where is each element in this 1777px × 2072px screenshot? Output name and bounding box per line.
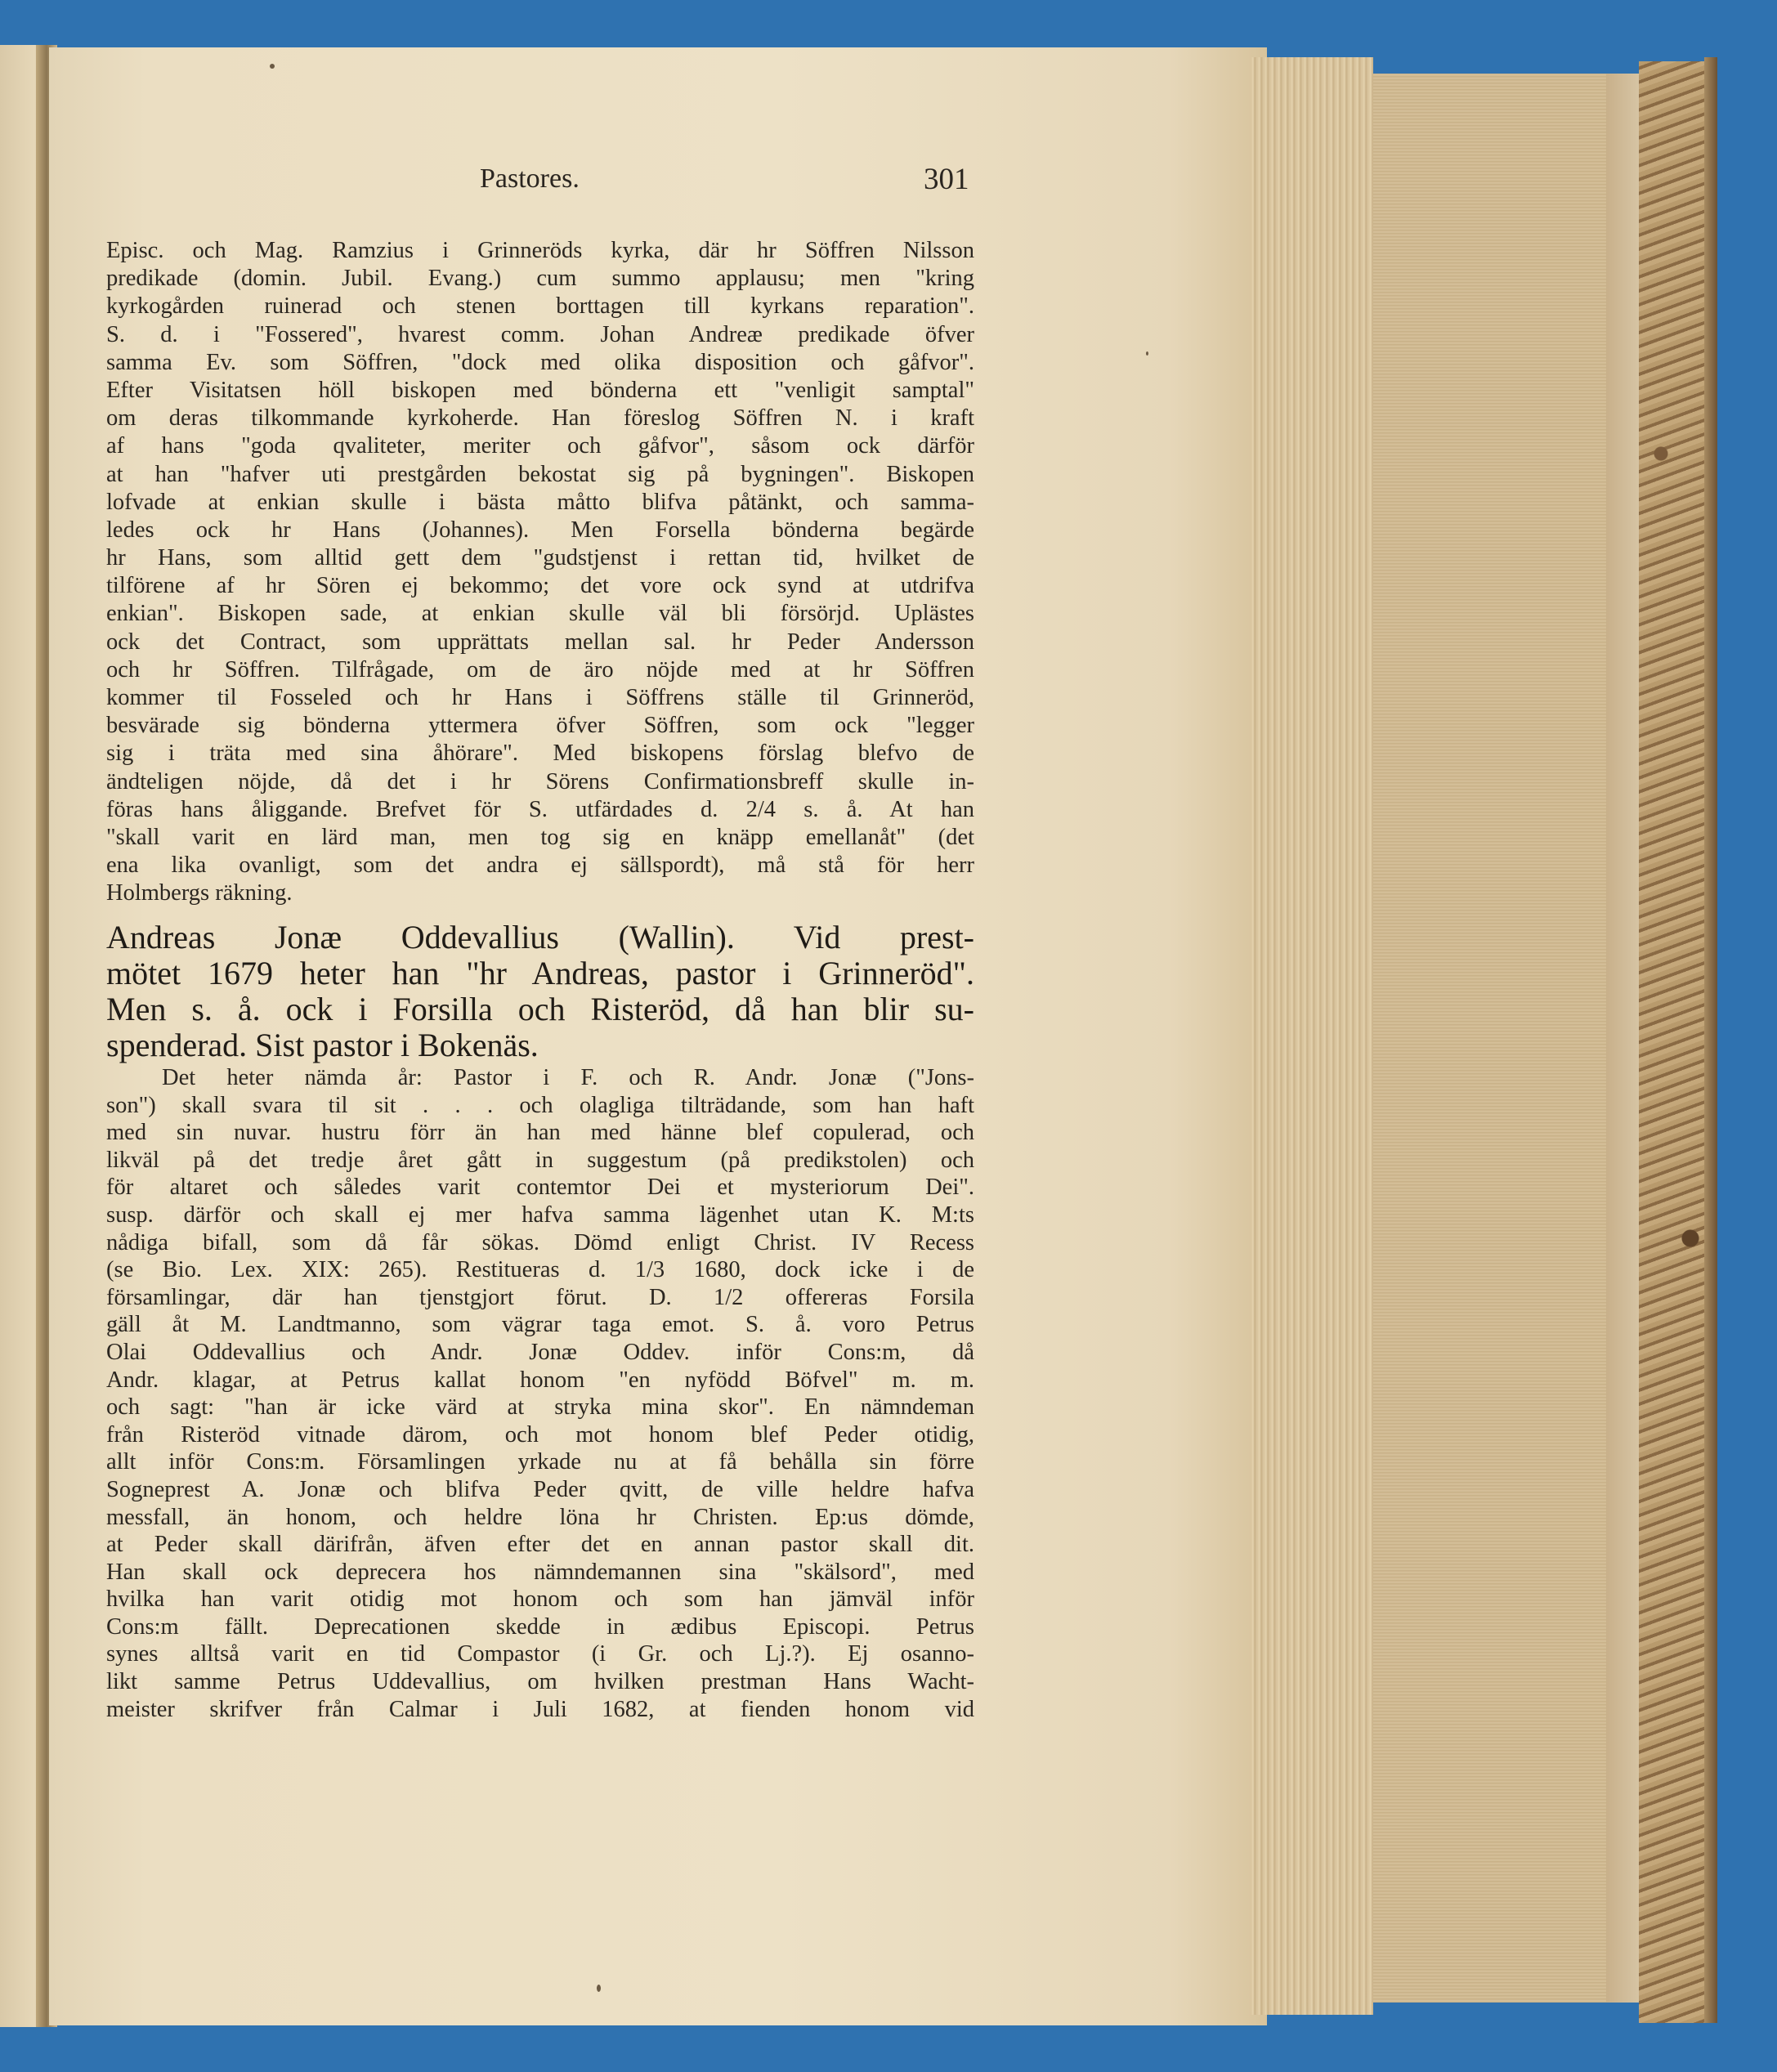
text-line: at Peder skall därifrån, äfven efter det en annan pastor skall dit. [106, 1532, 974, 1558]
text-line: församlingar, där han tjenstgjort förut. D. 1/2 offereras Forsila [106, 1284, 974, 1310]
text-line: enkian". Biskopen sade, at enkian skulle väl bli försörjd. Uplästes [106, 601, 974, 627]
text-line: gäll åt M. Landtmanno, som vägrar taga emot. S. å. voro Petrus [106, 1312, 974, 1338]
text-line: susp. därför och skall ej mer hafva samma lägenhet utan K. M:ts [106, 1202, 974, 1228]
text-line: nådiga bifall, som då får sökas. Dömd enligt Christ. IV Recess [106, 1229, 974, 1255]
text-line: kommer til Fosseled och hr Hans i Söffrens ställe til Grinneröd, [106, 685, 974, 710]
paper-fleck [597, 1985, 601, 1992]
text-line: för altaret och således varit contemtor Dei et mysteriorum Dei". [106, 1175, 974, 1201]
text-line: Han skall ock deprecera hos nämndemannen sina "skälsord", med [106, 1559, 974, 1585]
text-line: med sin nuvar. hustru förr än han med hänne blef copulerad, och [106, 1120, 974, 1146]
running-head: Pastores. [480, 163, 580, 194]
text-line: (se Bio. Lex. XIX: 265). Restitueras d. 1/3 1680, dock icke i de [106, 1257, 974, 1283]
page-number: 301 [924, 163, 969, 196]
text-line: ändteligen nöjde, då det i hr Sörens Confirmationsbreff skulle in- [106, 768, 974, 794]
page-block-shadow [1606, 74, 1639, 2003]
text-line: S. d. i "Fossered", hvarest comm. Johan Andreæ predikade öfver [106, 321, 974, 347]
text-line: Olai Oddevallius och Andr. Jonæ Oddev. inför Cons:m, då [106, 1339, 974, 1365]
text-line: tilförene af hr Sören ej bekommo; det vore ock synd at utdrifva [106, 573, 974, 599]
text-line: Sogneprest A. Jonæ och blifva Peder qvitt, de ville heldre hafva [106, 1476, 974, 1502]
text-line: predikade (domin. Jubil. Evang.) cum summo applausu; men "kring [106, 266, 974, 292]
text-line: at han "hafver uti prestgården bekostat sig på bygningen". Biskopen [106, 461, 974, 487]
heading-line: mötet 1679 heter han "hr Andreas, pastor i Grinneröd". [106, 955, 974, 991]
text-line: samma Ev. som Söffren, "dock med olika disposition och gåfvor". [106, 349, 974, 375]
text-line: om deras tilkommande kyrkoherde. Han föreslog Söffren N. i kraft [106, 405, 974, 432]
paragraph-2 [106, 1064, 974, 1723]
heading-line: spenderad. Sist pastor i Bokenäs. [106, 1027, 539, 1063]
text-line: Episc. och Mag. Ramzius i Grinneröds kyrka, där hr Söffren Nilsson [106, 238, 974, 263]
text-line: messfall, än honom, och heldre löna hr Christen. Ep:us dömde, [106, 1504, 974, 1530]
text-line: hr Hans, som alltid gett dem "gudstjenst i rettan tid, hvilket de [106, 545, 974, 571]
text-line: kyrkogården ruinerad och stenen borttagen till kyrkans reparation". [106, 293, 974, 320]
paper-fleck [1146, 351, 1148, 356]
text-line: meister skrifver från Calmar i Juli 1682, at fienden honom vid [106, 1696, 974, 1722]
text-line: besvärade sig bönderna yttermera öfver Söffren, som ock "legger [106, 713, 974, 739]
text-line: från Risteröd vitnade därom, och mot honom blef Peder otidig, [106, 1421, 974, 1448]
text-line: af hans "goda qvaliteter, meriter och gåfvor", såsom ock därför [106, 433, 974, 459]
marbled-cover-board [1639, 61, 1712, 2023]
text-line: Andr. klagar, at Petrus kallat honom "en nyfödd Böfvel" m. m. [106, 1367, 974, 1393]
page-block-fore-edge [1373, 74, 1610, 2003]
text-line: hvilka han varit otidig mot honom och som han jämväl inför [106, 1586, 974, 1613]
text-line: föras hans åliggande. Brefvet för S. utfärdades d. 2/4 s. å. At han [106, 796, 974, 822]
heading-line: Men s. å. ock i Forsilla och Risteröd, då han blir su- [106, 991, 974, 1027]
text-line: Det heter nämda år: Pastor i F. och R. Andr. Jonæ ("Jons- [162, 1065, 974, 1090]
text-line: sig i träta med sina åhörare". Med biskopens förslag blefvo de [106, 741, 974, 767]
text-line: och hr Söffren. Tilfrågade, om de äro nöjde med at hr Söffren [106, 656, 974, 682]
text-line: son") skall svara til sit . . . och olagliga tilträdande, som han haft [106, 1092, 974, 1118]
text-line: likväl på det tredje året gått in suggestum (på predikstolen) och [106, 1147, 974, 1173]
text-line: ock det Contract, som upprättats mellan sal. hr Peder Andersson [106, 629, 974, 655]
text-line: Efter Visitatsen höll biskopen med bönderna ett "venligit samptal" [106, 377, 974, 403]
text-line: "skall varit en lärd man, men tog sig en knäpp emellanåt" (det [106, 824, 974, 850]
heading-line: Andreas Jonæ Oddevallius (Wallin). Vid prest- [106, 920, 974, 955]
paper-fleck [270, 64, 275, 69]
text-line: ledes ock hr Hans (Johannes). Men Forsella bönderna begärde [106, 517, 974, 543]
text-line: lofvade at enkian skulle i bästa måtto blifva påtänkt, och samma- [106, 489, 974, 515]
cover-edge [1704, 57, 1717, 2023]
page-block-edge [1251, 57, 1373, 2015]
text-line: Holmbergs räkning. [106, 880, 293, 906]
text-line: Cons:m fällt. Deprecationen skedde in ædibus Episcopi. Petrus [106, 1613, 974, 1640]
text-line: synes alltså varit en tid Compastor (i Gr. och Lj.?). Ej osanno- [106, 1641, 974, 1667]
text-line: allt inför Cons:m. Församlingen yrkade nu at få behålla sin förre [106, 1449, 974, 1475]
text-line: och sagt: "han är icke värd at stryka mina skor". En nämndeman [106, 1394, 974, 1421]
text-line: likt samme Petrus Uddevallius, om hvilken prestman Hans Wacht- [106, 1669, 974, 1695]
paragraph-1 [106, 237, 974, 908]
text-line: ena lika ovanligt, som det andra ej sällspordt), må stå för herr [106, 853, 974, 879]
entry-heading [106, 920, 974, 1063]
